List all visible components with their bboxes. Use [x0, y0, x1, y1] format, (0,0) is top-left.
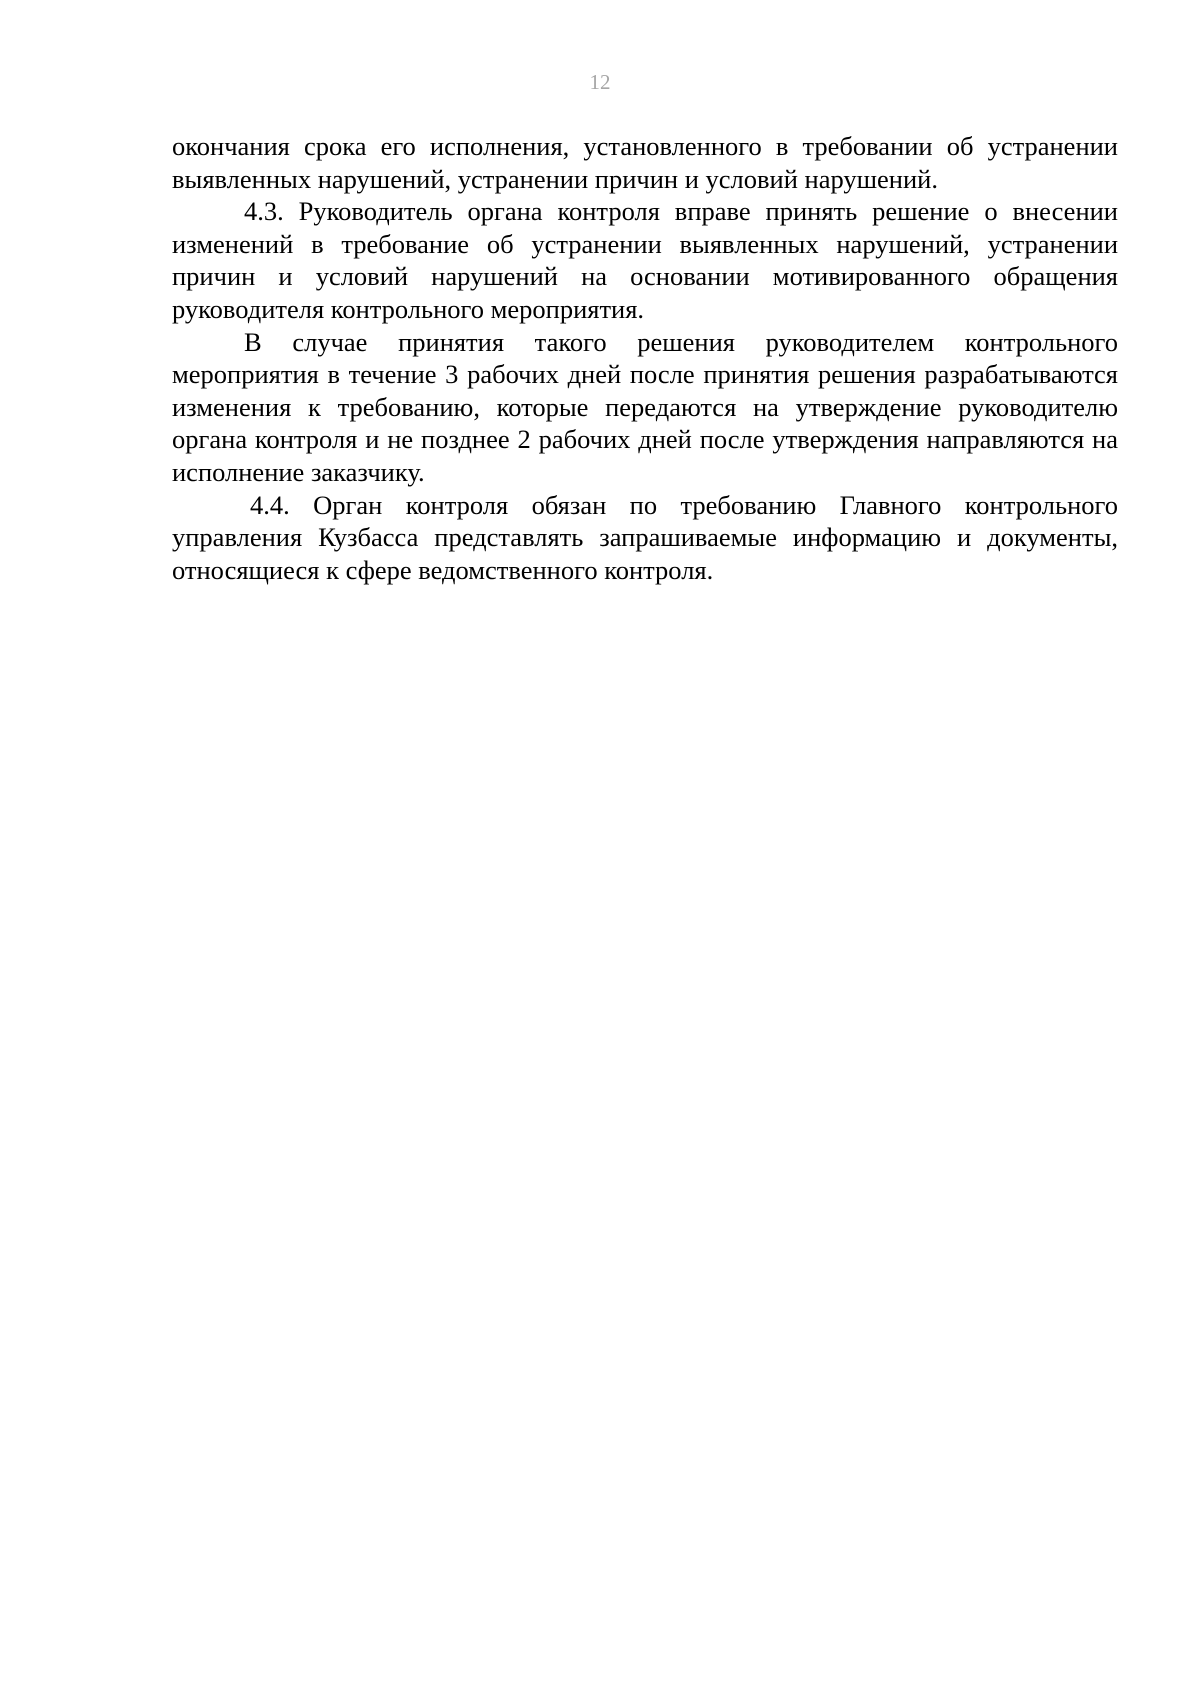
page-number: 12 — [589, 70, 611, 94]
paragraph-4-4: 4.4. Орган контроля обязан по требованию Главного контрольного управления Кузбасса представлять запрашиваемые информацию и документы, относящиеся к сфере ведомственного контроля. — [172, 489, 1118, 585]
document-body — [172, 130, 1118, 586]
paragraph-4-3-changes: В случае принятия такого решения руководителем контрольного мероприятия в течение 3 рабочих дней после принятия решения разрабатываются изменения к требованию, которые передаются на утверждение руководителю органа контроля и не позднее 2 рабочих дней после утверждения направляются на исполнение заказчику. — [172, 326, 1118, 487]
paragraph-4-3: 4.3. Руководитель органа контроля вправе принять решение о внесении изменений в требование об устранении выявленных нарушений, устранении причин и условий нарушений на основании мотивированного обращения руководителя контрольного мероприятия. — [172, 196, 1118, 324]
paragraph-continuation: окончания срока его исполнения, установленного в требовании об устранении выявленных нарушений, устранении причин и условий нарушений. — [172, 131, 1118, 194]
